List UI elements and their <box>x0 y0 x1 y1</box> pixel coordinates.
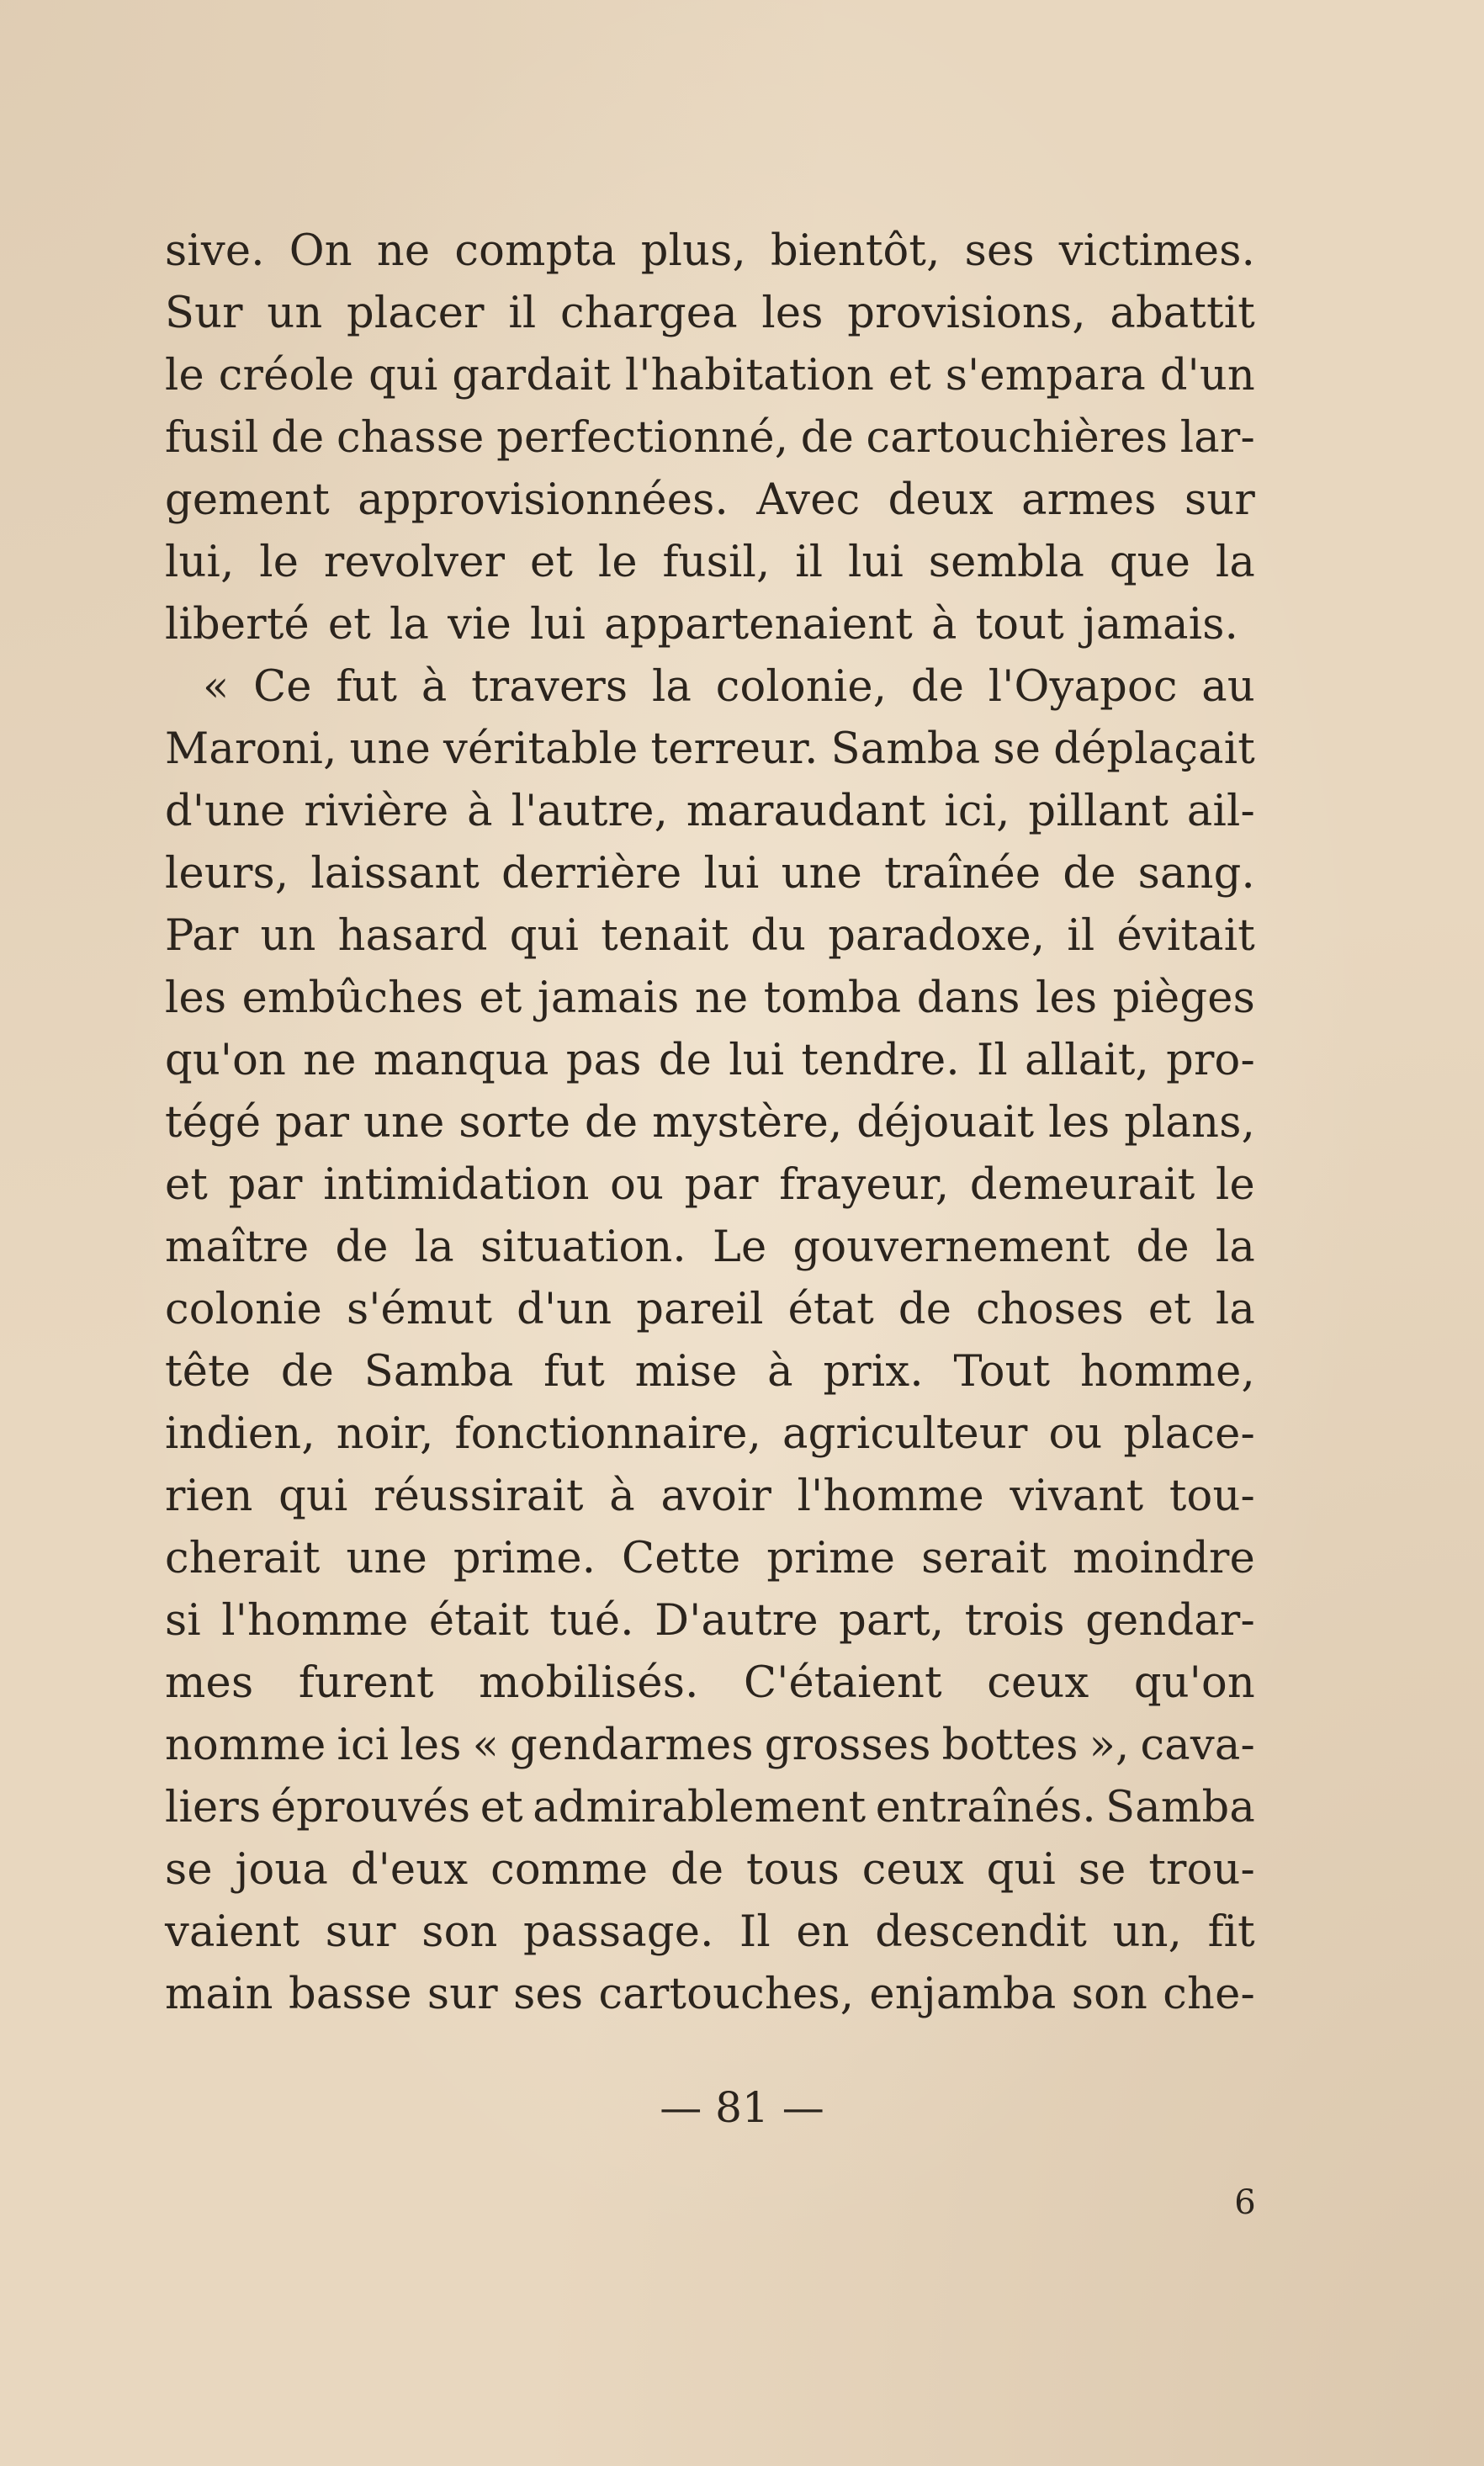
word: prime. <box>453 1534 596 1583</box>
word: gendar- <box>1085 1596 1255 1646</box>
word: le <box>597 538 638 587</box>
word: bientôt, <box>771 226 941 276</box>
word: traînée <box>884 849 1041 899</box>
text-line <box>165 469 1255 532</box>
word: hasard <box>337 911 488 961</box>
text-line <box>165 719 1255 781</box>
word: « <box>203 662 230 712</box>
word: fusil, <box>662 538 771 587</box>
word: la <box>1215 1222 1255 1272</box>
word: sive. <box>165 226 265 276</box>
word: l'Oyapoc <box>988 662 1178 712</box>
word: terreur. <box>650 724 819 774</box>
word: allait, <box>1025 1036 1149 1085</box>
word: ne <box>303 1036 357 1085</box>
word: ne <box>376 226 431 276</box>
word: pillant <box>1028 787 1169 836</box>
text-line <box>165 220 1255 283</box>
word: une <box>363 1098 445 1148</box>
word: son <box>421 1907 498 1957</box>
word: tenait <box>601 911 729 961</box>
word: Il <box>977 1036 1008 1085</box>
text-line <box>165 1217 1255 1279</box>
word: sembla <box>928 538 1085 587</box>
body-text <box>165 220 1255 2026</box>
word: vie <box>448 600 512 650</box>
word: le <box>165 351 204 400</box>
word: perfectionné, <box>496 413 789 463</box>
word: ici <box>337 1721 390 1770</box>
word: sur <box>427 1970 498 2019</box>
word: compta <box>454 226 617 276</box>
word: état <box>787 1285 874 1334</box>
word: à <box>930 600 957 650</box>
word: cartouchières <box>866 413 1169 463</box>
word: lui <box>729 1036 785 1085</box>
word: se <box>1078 1845 1126 1895</box>
word: passage. <box>523 1907 714 1957</box>
word: tou- <box>1169 1472 1255 1521</box>
word: l'autre, <box>511 787 669 836</box>
word: place- <box>1123 1409 1255 1459</box>
word: d'une <box>165 787 286 836</box>
word: mes <box>165 1658 254 1708</box>
word: d'un <box>517 1285 612 1334</box>
word: Ce <box>253 662 312 712</box>
word: cartouches, <box>598 1970 855 2019</box>
word: dans <box>916 973 1020 1023</box>
word: par <box>228 1160 303 1210</box>
word: travers <box>471 662 628 712</box>
word: de <box>910 662 965 712</box>
word: abattit <box>1110 289 1255 338</box>
word: les <box>400 1721 462 1770</box>
word: une <box>346 1534 427 1583</box>
word: Le <box>712 1222 767 1272</box>
word: pareil <box>636 1285 764 1334</box>
word: cava- <box>1140 1721 1255 1770</box>
word: ou <box>1048 1409 1103 1459</box>
word: et <box>327 600 371 650</box>
word: déjouait <box>856 1098 1035 1148</box>
page-number: — 81 — <box>660 2083 824 2132</box>
word: trois <box>964 1596 1065 1646</box>
word: qui <box>509 911 580 961</box>
text-line <box>165 1341 1255 1403</box>
word: par <box>275 1098 350 1148</box>
word: Maroni, <box>165 724 337 774</box>
word: sang. <box>1137 849 1255 899</box>
word: mystère, <box>652 1098 843 1148</box>
word: cherait <box>165 1534 321 1583</box>
word: colonie, <box>715 662 888 712</box>
word: l'homme <box>221 1596 409 1646</box>
word: bottes <box>941 1721 1079 1770</box>
text-line <box>165 1652 1255 1715</box>
word: provisions, <box>847 289 1086 338</box>
word: de <box>335 1222 389 1272</box>
text-line <box>165 1154 1255 1217</box>
text-line <box>165 1839 1255 1901</box>
word: maraudant <box>686 787 926 836</box>
word: ses <box>964 226 1035 276</box>
word: gouvernement <box>792 1222 1110 1272</box>
word: que <box>1109 538 1191 587</box>
word: Par <box>165 911 239 961</box>
word: de <box>280 1347 335 1397</box>
text-line <box>165 1715 1255 1777</box>
word: mobilisés. <box>479 1658 699 1708</box>
word: jamais <box>537 973 680 1023</box>
text-line <box>165 532 1255 594</box>
word: ail- <box>1186 787 1255 836</box>
word: part, <box>839 1596 945 1646</box>
word: un, <box>1112 1907 1183 1957</box>
word: s'empara <box>945 351 1146 400</box>
word: che- <box>1163 1970 1255 2019</box>
word: avoir <box>660 1472 772 1521</box>
word: ne <box>694 973 749 1023</box>
word: de <box>670 1845 724 1895</box>
word: à <box>609 1472 635 1521</box>
word: une <box>781 849 863 899</box>
word: si <box>165 1596 201 1646</box>
word: trou- <box>1148 1845 1255 1895</box>
text-line <box>165 1528 1255 1590</box>
word: plans, <box>1124 1098 1255 1148</box>
word: les <box>1035 973 1098 1023</box>
word: maître <box>165 1222 310 1272</box>
word: d'un <box>1159 351 1255 400</box>
word: vaient <box>165 1907 300 1957</box>
word: de <box>1136 1222 1190 1272</box>
text-line <box>165 1403 1255 1466</box>
word: sur <box>325 1907 396 1957</box>
word: de <box>585 1098 639 1148</box>
word: sur <box>1184 475 1255 525</box>
word: agriculteur <box>782 1409 1028 1459</box>
word: par <box>684 1160 759 1210</box>
word: les <box>761 289 824 338</box>
word: qui <box>368 351 438 400</box>
text-line <box>165 1777 1255 1839</box>
word: approvisionnées. <box>358 475 729 525</box>
word: éprouvés <box>270 1783 471 1832</box>
word: moindre <box>1073 1534 1255 1583</box>
word: pro- <box>1166 1036 1255 1085</box>
text-line <box>165 283 1255 345</box>
word: laissant <box>310 849 480 899</box>
word: qu'on <box>1133 1658 1255 1708</box>
text-line <box>165 905 1255 968</box>
word: un <box>260 911 316 961</box>
word: entraînés. <box>875 1783 1096 1832</box>
word: gement <box>165 475 330 525</box>
word: véritable <box>443 724 639 774</box>
word: une <box>349 724 431 774</box>
word: fonctionnaire, <box>454 1409 762 1459</box>
word: descendit <box>875 1907 1088 1957</box>
word: la <box>1215 1285 1255 1334</box>
word: et <box>165 1160 209 1210</box>
text-line <box>165 1279 1255 1341</box>
word: les <box>1048 1098 1110 1148</box>
text-line <box>165 594 1255 656</box>
word: plus, <box>640 226 746 276</box>
word: prix. <box>823 1347 924 1397</box>
word: mise <box>634 1347 738 1397</box>
word: à <box>467 787 493 836</box>
word: victimes. <box>1058 226 1255 276</box>
word: admirablement <box>533 1783 867 1832</box>
word: et <box>888 351 931 400</box>
text-line <box>165 968 1255 1030</box>
word: manqua <box>373 1036 549 1085</box>
word: de <box>658 1036 713 1085</box>
word: serait <box>921 1534 1047 1583</box>
word: « <box>472 1721 500 1770</box>
word: homme, <box>1080 1347 1255 1397</box>
word: le <box>1216 1160 1255 1210</box>
word: l'habitation <box>624 351 875 400</box>
word: choses <box>976 1285 1124 1334</box>
word: chasse <box>336 413 485 463</box>
word: armes <box>1021 475 1157 525</box>
word: comme <box>490 1845 649 1895</box>
word: il <box>1067 911 1095 961</box>
word: tégé <box>165 1098 262 1148</box>
text-line <box>165 407 1255 469</box>
word: tendre. <box>801 1036 960 1085</box>
word: la <box>390 600 430 650</box>
word: Il <box>739 1907 771 1957</box>
word: paradoxe, <box>828 911 1046 961</box>
word: il <box>795 538 824 587</box>
text-line <box>165 1590 1255 1652</box>
word: indien, <box>165 1409 315 1459</box>
word: qu'on <box>165 1036 287 1085</box>
word: qui <box>986 1845 1057 1895</box>
word: lui <box>847 538 904 587</box>
word: il <box>508 289 537 338</box>
text-line <box>165 1901 1255 1964</box>
word: sorte <box>458 1098 571 1148</box>
word: rivière <box>304 787 449 836</box>
word: nomme <box>165 1721 326 1770</box>
word: tout <box>975 600 1064 650</box>
word: s'émut <box>346 1285 493 1334</box>
word: placer <box>347 289 485 338</box>
word: lui <box>530 600 586 650</box>
word: pas <box>565 1036 642 1085</box>
word: qui <box>278 1472 348 1521</box>
word: main <box>165 1970 273 2019</box>
word: liers <box>165 1783 262 1832</box>
word: de <box>1063 849 1116 899</box>
word: demeurait <box>969 1160 1195 1210</box>
word: joua <box>235 1845 329 1895</box>
word: leurs, <box>165 849 289 899</box>
word: lui <box>703 849 760 899</box>
word: prime <box>766 1534 896 1583</box>
text-line <box>165 1964 1255 2026</box>
word: lui, <box>165 538 235 587</box>
word: Samba <box>830 724 981 774</box>
word: gendarmes <box>510 1721 754 1770</box>
word: se <box>165 1845 213 1895</box>
word: déplaçait <box>1053 724 1255 774</box>
signature-mark: 6 <box>1234 2183 1256 2222</box>
word: un <box>267 289 323 338</box>
word: à <box>767 1347 793 1397</box>
word: enjamba <box>869 1970 1057 2019</box>
word: la <box>651 662 692 712</box>
word: évitait <box>1116 911 1255 961</box>
word: de <box>800 413 854 463</box>
word: deux <box>888 475 994 525</box>
word: les <box>165 973 227 1023</box>
word: et <box>1147 1285 1191 1334</box>
word: ici, <box>944 787 1010 836</box>
word: à <box>421 662 448 712</box>
word: Cette <box>622 1534 741 1583</box>
text-line <box>165 345 1255 407</box>
word: liberté <box>165 600 310 650</box>
word: basse <box>289 1970 412 2019</box>
text-line <box>165 1466 1255 1528</box>
word: D'autre <box>655 1596 819 1646</box>
word: d'eux <box>350 1845 469 1895</box>
word: rien <box>165 1472 253 1521</box>
word: situation. <box>480 1222 686 1272</box>
word: tomba <box>763 973 902 1023</box>
word: et <box>479 973 522 1023</box>
word: tous <box>745 1845 840 1895</box>
word: l'homme <box>797 1472 984 1521</box>
word: et <box>530 538 574 587</box>
word: On <box>289 226 352 276</box>
word: la <box>1215 538 1255 587</box>
word: gardait <box>452 351 612 400</box>
word: de <box>271 413 325 463</box>
word: grosses <box>764 1721 931 1770</box>
word: Avec <box>756 475 861 525</box>
word: frayeur, <box>779 1160 950 1210</box>
word: réussirait <box>374 1472 584 1521</box>
word: vivant <box>1010 1472 1144 1521</box>
text-line <box>165 843 1255 905</box>
word: ceux <box>987 1658 1089 1708</box>
word: C'étaient <box>744 1658 942 1708</box>
word: embûches <box>241 973 464 1023</box>
word: pièges <box>1112 973 1255 1023</box>
word: jamais. <box>1082 600 1239 650</box>
word: intimidation <box>323 1160 590 1210</box>
word: se <box>993 724 1041 774</box>
word: furent <box>298 1658 434 1708</box>
word: ses <box>513 1970 584 2019</box>
text-line <box>165 1030 1255 1092</box>
word: lar- <box>1179 413 1255 463</box>
word: fit <box>1207 1907 1255 1957</box>
word: créole <box>218 351 355 400</box>
word: Sur <box>165 289 243 338</box>
text-line <box>165 781 1255 843</box>
word: fut <box>543 1347 605 1397</box>
word: et <box>480 1783 523 1832</box>
word: fusil <box>165 413 259 463</box>
word: », <box>1089 1721 1130 1770</box>
word: Samba <box>1105 1783 1255 1832</box>
word: de <box>898 1285 952 1334</box>
word: ou <box>610 1160 665 1210</box>
word: Tout <box>953 1347 1051 1397</box>
word: ceux <box>861 1845 964 1895</box>
text-line <box>165 1092 1255 1154</box>
word: du <box>750 911 807 961</box>
word: derrière <box>501 849 682 899</box>
word: était <box>428 1596 529 1646</box>
word: en <box>796 1907 850 1957</box>
word: colonie <box>165 1285 323 1334</box>
word: revolver <box>323 538 506 587</box>
word: appartenaient <box>604 600 913 650</box>
word: tué. <box>549 1596 634 1646</box>
word: tête <box>165 1347 252 1397</box>
word: la <box>414 1222 454 1272</box>
text-line <box>165 656 1255 719</box>
word: noir, <box>336 1409 434 1459</box>
word: fut <box>336 662 398 712</box>
word: chargea <box>559 289 738 338</box>
word: le <box>259 538 299 587</box>
word: au <box>1201 662 1255 712</box>
word: son <box>1071 1970 1148 2019</box>
word: Samba <box>363 1347 514 1397</box>
